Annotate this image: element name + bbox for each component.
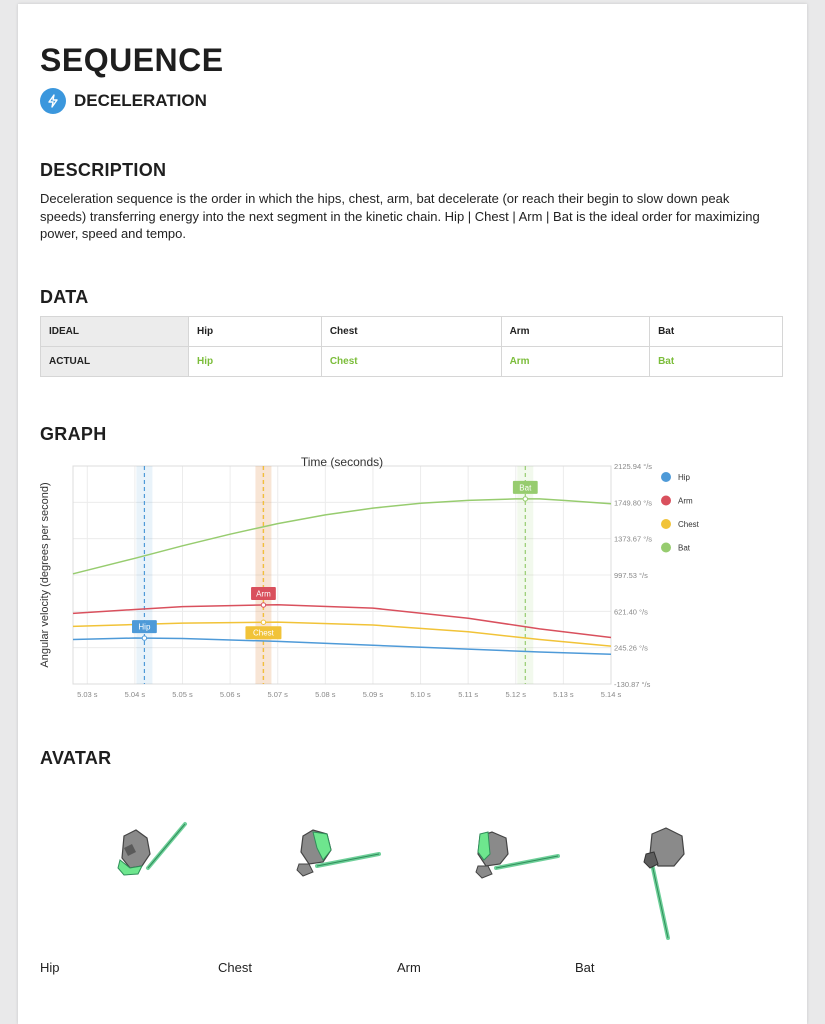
legend-label-hip: Hip <box>678 473 691 482</box>
avatar-label-arm: Arm <box>397 960 421 975</box>
table-cell: Arm <box>501 317 650 347</box>
x-tick-label: 5.03 s <box>77 690 98 699</box>
row-label: IDEAL <box>41 317 189 347</box>
report-page <box>18 4 807 1024</box>
y-tick-label: 621.40 °/s <box>614 607 648 617</box>
table-cell: Chest <box>321 317 501 347</box>
x-tick-label: 5.09 s <box>362 690 384 699</box>
y-tick-label: 2125.94 °/s <box>614 462 653 471</box>
y-axis-label: Angular velocity (degrees per second) <box>39 482 51 668</box>
table-row-actual <box>41 347 783 377</box>
page-title: SEQUENCE <box>40 42 224 78</box>
x-tick-label: 5.06 s <box>219 690 241 699</box>
page-subtitle: DECELERATION <box>74 91 207 110</box>
peak-point-arm <box>261 603 265 607</box>
y-tick-label: -130.87 °/s <box>614 680 651 689</box>
row-label: ACTUAL <box>41 347 189 377</box>
avatar-arm-figure <box>474 826 564 886</box>
x-tick-label: 5.04 s <box>124 690 146 699</box>
subtitle-row <box>40 88 207 114</box>
chart-title: Time (seconds) <box>300 455 384 469</box>
x-tick-label: 5.13 s <box>553 690 574 699</box>
peak-label-chest: Chest <box>252 628 274 638</box>
y-tick-label: 1373.67 °/s <box>614 534 653 544</box>
table-cell: Hip <box>189 317 322 347</box>
avatar-bat-figure <box>638 824 698 944</box>
graph-heading: GRAPH <box>40 424 107 444</box>
table-row-ideal <box>41 317 783 347</box>
description-text: Deceleration sequence is the order in which the hips, chest, arm, bat decelerate (or reach their begin to slow down peak speeds) transferring energy into the next segment in the kinetic chain. Hip | Chest | Arm | Bat is the ideal order for maximizing power, speed and tempo. <box>40 191 760 241</box>
x-tick-label: 5.12 s <box>505 690 526 699</box>
legend-marker-arm <box>661 496 671 506</box>
avatar-label-bat: Bat <box>575 960 595 975</box>
data-heading: DATA <box>40 287 89 307</box>
x-tick-label: 5.08 s <box>315 690 336 699</box>
x-tick-label: 5.10 s <box>410 690 431 699</box>
legend-label-chest: Chest <box>678 520 699 529</box>
legend-marker-hip <box>661 472 671 482</box>
x-tick-label: 5.14 s <box>600 690 622 699</box>
velocity-chart <box>36 450 716 704</box>
y-tick-label: 997.53 °/s <box>614 571 648 580</box>
avatar-heading: AVATAR <box>40 748 112 768</box>
table-cell: Hip <box>189 347 322 377</box>
y-tick-label: 245.26 °/s <box>614 643 648 653</box>
x-tick-label: 5.07 s <box>267 690 288 699</box>
description-heading: DESCRIPTION <box>40 160 167 180</box>
peak-point-bat <box>523 497 527 501</box>
x-tick-label: 5.05 s <box>172 690 193 699</box>
legend-marker-chest <box>661 519 671 529</box>
peak-label-bat: Bat <box>519 483 532 493</box>
bolt-icon <box>40 88 66 114</box>
legend-marker-bat <box>661 543 671 553</box>
avatar-label-hip: Hip <box>40 960 60 975</box>
y-tick-label: 1749.80 °/s <box>614 498 653 508</box>
legend-label-arm: Arm <box>678 496 693 506</box>
legend-label-bat: Bat <box>678 543 691 553</box>
avatar-label-chest: Chest <box>218 960 252 975</box>
sequence-table <box>40 316 783 377</box>
peak-label-arm: Arm <box>256 589 271 599</box>
table-cell: Arm <box>501 347 650 377</box>
peak-label-hip: Hip <box>138 622 151 632</box>
avatar-chest-figure <box>295 824 385 884</box>
peak-point-hip <box>142 636 146 640</box>
table-cell: Chest <box>321 347 501 377</box>
table-cell: Bat <box>650 347 783 377</box>
table-cell: Bat <box>650 317 783 347</box>
peak-point-chest <box>261 620 265 624</box>
avatar-hip-figure <box>114 818 194 888</box>
x-tick-label: 5.11 s <box>458 690 479 699</box>
